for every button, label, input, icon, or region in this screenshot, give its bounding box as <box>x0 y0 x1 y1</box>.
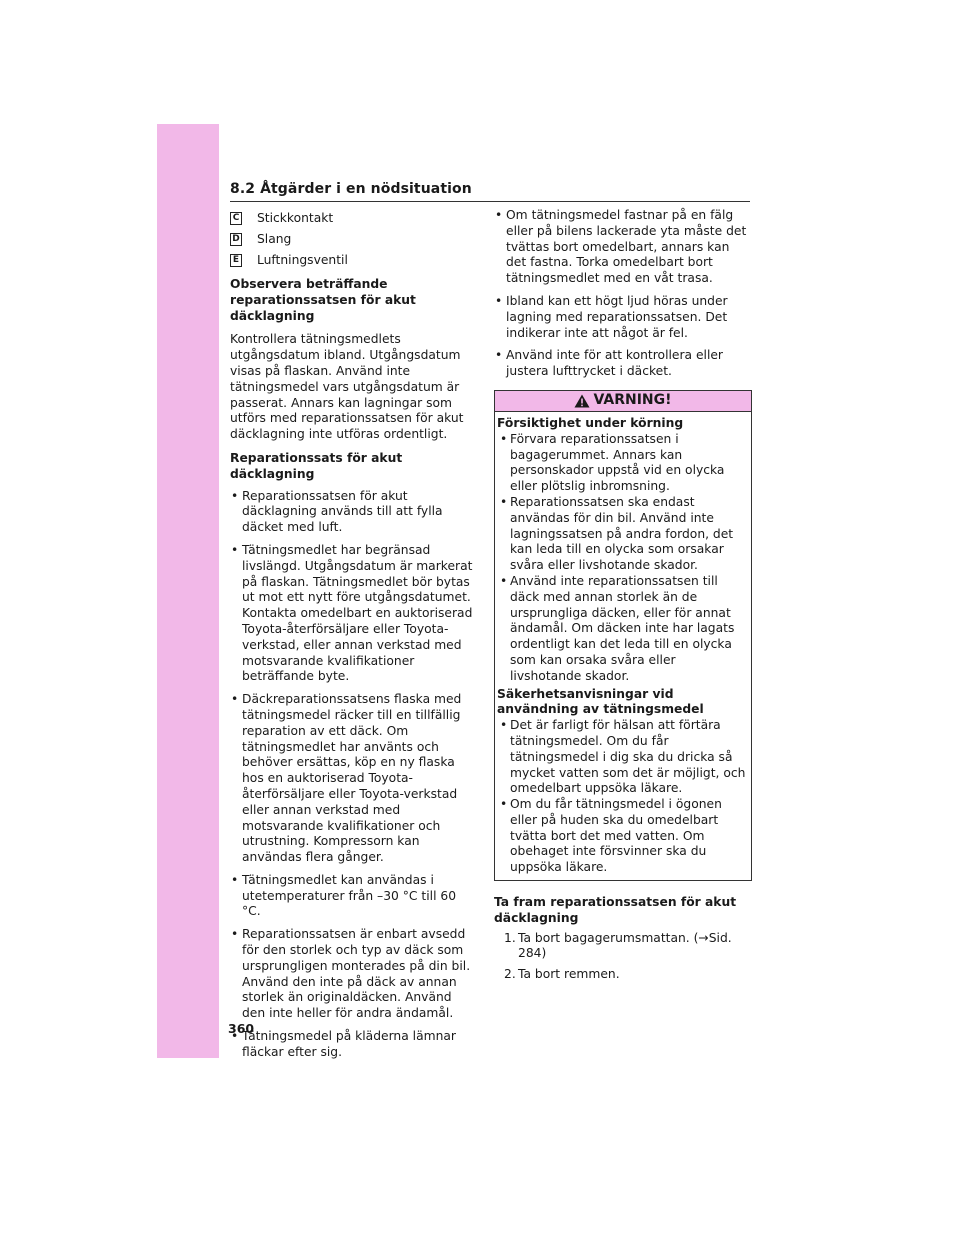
warning-subheading: Säkerhetsanvisningar vid användning av tätningsmedel <box>497 686 704 717</box>
warning-list <box>497 432 749 685</box>
list-item: • Tätningsmedlet har begränsad livslängd. Utgångsdatum är markerat på flaskan. Tätningsmedlet bör bytas ut mot ett nytt före utgångsdatumet. Kontakta omedelbart en auktoriserad Toyota-återförsäljare eller Toyota-verkstad, eller annan verkstad med motsvarande kvalifikationer beträffande byte. <box>230 543 476 685</box>
legend-key: E <box>230 254 242 267</box>
warning-box <box>494 390 752 881</box>
step-item <box>504 967 752 983</box>
legend-key: D <box>230 233 242 246</box>
take-out-heading: Ta fram reparationssatsen för akut däcklagning <box>494 895 737 925</box>
warning-list <box>497 718 749 876</box>
legend-key: C <box>230 212 242 225</box>
right-bullet-list <box>494 208 752 380</box>
legend-label: Slang <box>257 231 292 246</box>
warning-title: VARNING! <box>593 392 672 409</box>
step-text: Ta bort bagagerumsmattan. (→Sid. 284) <box>518 930 732 961</box>
kit-heading: Reparationssats för akut däcklagning <box>230 450 403 481</box>
legend-label: Stickkontakt <box>257 210 334 225</box>
list-item: • Om tätningsmedel fastnar på en fälg eller på bilens lackerade yta måste det tvättas bort omedelbart, annars kan det fastna. Torka omedelbart bort tätningsmedlet med en våt trasa. <box>494 208 752 287</box>
legend-row <box>230 229 476 250</box>
list-item: • Om du får tätningsmedel i ögonen eller på huden ska du omedelbart tvätta bort det med vatten. Om obehaget inte försvinner ska du uppsöka läkare. <box>497 797 749 876</box>
list-item: • Tätningsmedlet kan användas i utetemperaturer från –30 °C till 60 °C. <box>230 873 476 920</box>
kit-notice-paragraph: Kontrollera tätningsmedlets utgångsdatum ibland. Utgångsdatum visas på flaskan. Använd inte tätningsmedel vars utgångsdatum är passerat. Annars kan lagningar som utförs med reparationssatsen för akut däcklagning inte utföras ordentligt. <box>230 332 464 442</box>
step-number: 2. <box>504 967 516 982</box>
list-item: • Använd inte för att kontrollera eller justera lufttrycket i däcket. <box>494 348 752 380</box>
steps-list <box>494 931 752 983</box>
list-item: • Förvara reparationssatsen i bagagerummet. Annars kan personskador uppstå vid en olycka eller plötslig inbromsning. <box>497 432 749 495</box>
right-column <box>494 208 752 988</box>
kit-notice-heading: Observera beträffande reparationssatsen för akut däcklagning <box>230 277 416 323</box>
list-item: • Ibland kan ett högt ljud höras under lagning med reparationssatsen. Det indikerar inte att något är fel. <box>494 294 752 341</box>
list-item: • Reparationssatsen ska endast användas för din bil. Använd inte lagningssatsen på andra fordon, det kan leda till en olycka som orsakar svåra eller livshotande skador. <box>497 495 749 574</box>
list-item: • Tätningsmedel på kläderna lämnar fläckar efter sig. <box>230 1029 476 1061</box>
section-header <box>230 178 750 202</box>
step-item <box>504 931 752 963</box>
left-column <box>230 208 476 1068</box>
kit-bullet-list <box>230 489 476 1061</box>
page-number: 360 <box>228 1021 255 1036</box>
warning-subheading: Försiktighet under körning <box>497 415 684 430</box>
list-item: • Använd inte reparationssatsen till däck med annan storlek än de ursprungliga däcken, eller för annat ändamål. Om däcken inte har lagats ordentligt kan det leda till en olycka som kan orsaka svåra eller livshotande skador. <box>497 574 749 685</box>
section-title: 8.2 Åtgärder i en nödsituation <box>230 181 472 197</box>
list-item: • Reparationssatsen är enbart avsedd för den storlek och typ av däck som ursprungligen monterades på din bil. Använd den inte på däck av annan storlek än originaldäcken. Använd den inte heller för andra ändamål. <box>230 927 476 1022</box>
legend-row <box>230 208 476 229</box>
list-item: • Reparationssatsen för akut däcklagning används till att fylla däcket med luft. <box>230 489 476 536</box>
step-number: 1. <box>504 930 516 945</box>
list-item: • Det är farligt för hälsan att förtära tätningsmedel. Om du får tätningsmedel i dig ska du dricka så mycket vatten som det är möjligt, och omedelbart uppsöka läkare. <box>497 718 749 797</box>
legend-row <box>230 250 476 271</box>
warning-header <box>495 391 751 412</box>
step-text: Ta bort remmen. <box>518 967 620 982</box>
warning-triangle-icon <box>574 394 590 408</box>
side-color-band <box>157 124 219 1058</box>
legend-label: Luftningsventil <box>257 252 348 267</box>
warning-body <box>495 412 751 880</box>
list-item: • Däckreparationssatsens flaska med tätningsmedel räcker till en tillfällig reparation av ett däck. Om tätningsmedlet har använts och behöver ersättas, köp en ny flaska hos en auktoriserad Toyota-återförsäljare eller Toyota-verkstad eller annan verkstad med motsvarande kvalifikationer och utrustning. Kompressorn kan användas flera gånger. <box>230 692 476 866</box>
